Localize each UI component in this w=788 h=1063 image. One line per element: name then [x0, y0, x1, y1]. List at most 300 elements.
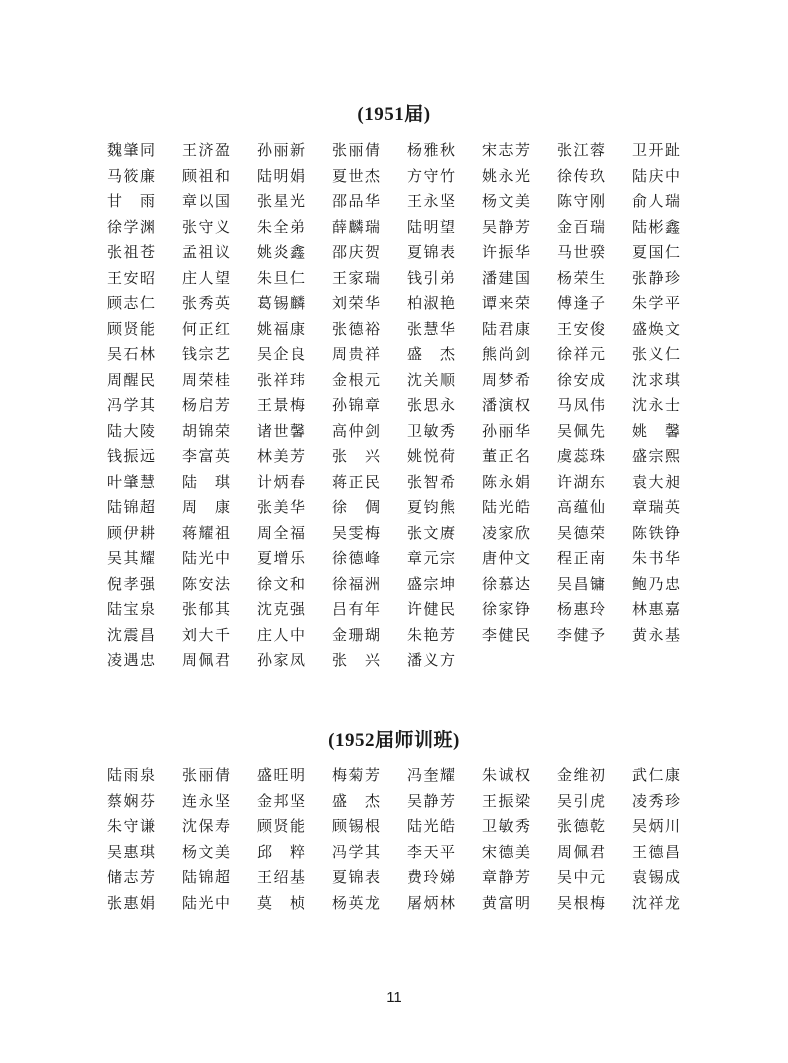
name-text: 杨荣生 — [557, 268, 605, 287]
name-entry — [482, 814, 557, 840]
name-text: 王德昌 — [632, 842, 680, 861]
name-entry — [482, 470, 557, 496]
name-text: 魏肇同 — [107, 141, 155, 159]
name-entry — [482, 865, 557, 891]
name-entry — [632, 623, 707, 649]
name-text: 陆光中 — [182, 549, 230, 567]
name-entry — [557, 546, 632, 572]
name-text: 李健民 — [482, 625, 530, 644]
name-entry — [332, 546, 407, 572]
name-entry — [557, 342, 632, 368]
name-entry — [482, 891, 557, 917]
name-text: 陆 琪 — [182, 472, 230, 491]
name-text: 杨雅秋 — [407, 141, 455, 159]
name-entry — [182, 215, 257, 241]
name-text: 高仲剑 — [332, 421, 380, 440]
name-text: 张秀英 — [182, 294, 230, 312]
name-entry — [482, 546, 557, 572]
name-text: 冯学其 — [332, 842, 380, 861]
name-text: 何正红 — [182, 319, 230, 338]
name-row — [107, 368, 707, 394]
name-entry — [107, 342, 182, 368]
name-entry — [557, 814, 632, 840]
name-text: 刘大千 — [182, 625, 230, 644]
name-text: 甘 雨 — [107, 192, 155, 210]
name-entry — [632, 789, 707, 815]
name-entry — [407, 546, 482, 572]
name-text: 张德裕 — [332, 319, 380, 338]
name-row — [107, 572, 707, 598]
name-text: 陆锦超 — [182, 868, 230, 886]
name-entry — [182, 470, 257, 496]
name-entry — [182, 393, 257, 419]
name-entry — [257, 623, 332, 649]
name-entry — [257, 648, 332, 674]
name-entry — [632, 419, 707, 445]
name-text: 朱诚权 — [482, 766, 530, 784]
name-text: 孙锦章 — [332, 396, 380, 414]
name-entry — [632, 368, 707, 394]
name-entry — [107, 597, 182, 623]
name-entry — [107, 215, 182, 241]
name-text: 陆光皓 — [407, 817, 455, 835]
name-entry — [107, 865, 182, 891]
name-entry — [407, 342, 482, 368]
name-entry — [182, 138, 257, 164]
name-text: 卫敏秀 — [407, 421, 455, 440]
name-text: 吴其耀 — [107, 549, 155, 567]
name-entry — [107, 240, 182, 266]
name-entry — [407, 419, 482, 445]
name-text: 吴惠琪 — [107, 842, 155, 861]
name-entry — [407, 215, 482, 241]
name-text: 鲍乃忠 — [632, 574, 680, 593]
name-entry — [557, 215, 632, 241]
name-text: 朱全弟 — [257, 217, 305, 236]
name-text: 徐家铮 — [482, 600, 530, 618]
name-text: 徐福洲 — [332, 574, 380, 593]
name-entry — [257, 215, 332, 241]
name-entry — [107, 368, 182, 394]
name-entry — [107, 317, 182, 343]
name-text: 陆宝泉 — [107, 600, 155, 618]
name-entry — [632, 814, 707, 840]
name-text: 黄永基 — [632, 625, 680, 644]
name-entry — [257, 763, 332, 789]
name-entry — [257, 368, 332, 394]
name-text: 连永坚 — [182, 791, 230, 810]
name-entry — [482, 763, 557, 789]
name-entry — [482, 215, 557, 241]
name-text: 潘演权 — [482, 396, 530, 414]
name-entry — [332, 164, 407, 190]
name-text: 庄人中 — [257, 625, 305, 644]
name-text: 盛旺明 — [257, 766, 305, 784]
name-text: 葛锡麟 — [257, 294, 305, 312]
name-entry — [332, 814, 407, 840]
name-entry — [482, 419, 557, 445]
name-entry — [407, 865, 482, 891]
name-entry — [557, 317, 632, 343]
name-entry — [632, 164, 707, 190]
name-text: 吴静芳 — [407, 791, 455, 810]
name-text: 沈克强 — [257, 600, 305, 618]
name-entry — [482, 444, 557, 470]
name-text: 徐传玖 — [557, 166, 605, 185]
name-entry — [407, 368, 482, 394]
name-row — [107, 189, 707, 215]
name-entry — [332, 763, 407, 789]
name-text: 陈铁铮 — [632, 523, 680, 542]
name-text: 姚悦荷 — [407, 447, 455, 465]
name-text: 周佩君 — [182, 651, 230, 669]
name-entry — [257, 419, 332, 445]
name-text: 周贵祥 — [332, 345, 380, 363]
name-entry — [257, 495, 332, 521]
name-text: 徐慕达 — [482, 574, 530, 593]
name-text: 陈永娟 — [482, 472, 530, 491]
name-entry — [332, 891, 407, 917]
name-entry — [557, 419, 632, 445]
name-text: 张星光 — [257, 192, 305, 210]
name-text: 王绍基 — [257, 868, 305, 886]
name-entry — [182, 317, 257, 343]
name-text: 蔡娴芬 — [107, 791, 155, 810]
name-text: 朱书华 — [632, 549, 680, 567]
name-entry — [407, 495, 482, 521]
name-text: 徐祥元 — [557, 345, 605, 363]
name-entry — [407, 891, 482, 917]
name-text: 吴佩先 — [557, 421, 605, 440]
name-text: 程正南 — [557, 549, 605, 567]
name-entry — [182, 291, 257, 317]
name-entry — [557, 840, 632, 866]
name-text: 陆君康 — [482, 319, 530, 338]
name-text: 王永坚 — [407, 192, 455, 210]
name-entry — [257, 240, 332, 266]
name-entry — [182, 444, 257, 470]
name-text: 方守竹 — [407, 166, 455, 185]
name-entry — [182, 814, 257, 840]
name-text: 张智希 — [407, 472, 455, 491]
name-text: 金珊瑚 — [332, 625, 380, 644]
name-entry — [557, 891, 632, 917]
name-text: 夏钧熊 — [407, 498, 455, 516]
name-entry — [257, 266, 332, 292]
name-entry — [632, 444, 707, 470]
name-row — [107, 266, 707, 292]
name-text: 唐仲文 — [482, 549, 530, 567]
name-entry — [257, 291, 332, 317]
name-entry — [332, 572, 407, 598]
name-text: 袁锡成 — [632, 868, 680, 886]
name-text: 吴引虎 — [557, 791, 605, 810]
name-row — [107, 470, 707, 496]
name-entry — [482, 138, 557, 164]
name-entry — [182, 164, 257, 190]
name-text: 杨文美 — [182, 842, 230, 861]
name-entry — [407, 597, 482, 623]
name-text: 李天平 — [407, 842, 455, 861]
name-entry — [257, 317, 332, 343]
name-entry — [107, 623, 182, 649]
name-entry — [257, 891, 332, 917]
name-entry — [332, 495, 407, 521]
name-entry — [257, 444, 332, 470]
name-row — [107, 865, 707, 891]
name-entry — [107, 138, 182, 164]
name-text: 周全福 — [257, 523, 305, 542]
name-text: 沈求琪 — [632, 370, 680, 389]
name-text: 冯奎耀 — [407, 766, 455, 784]
name-text: 陆大陵 — [107, 421, 155, 440]
name-entry — [107, 419, 182, 445]
name-entry — [332, 623, 407, 649]
name-text: 吕有年 — [332, 600, 380, 618]
name-text: 沈震昌 — [107, 625, 155, 644]
name-entry — [107, 763, 182, 789]
name-text: 陆庆中 — [632, 166, 680, 185]
name-entry — [257, 597, 332, 623]
name-text: 庄人望 — [182, 268, 230, 287]
name-text: 马凤伟 — [557, 396, 605, 414]
name-entry — [407, 789, 482, 815]
name-text: 凌家欣 — [482, 523, 530, 542]
name-text: 薛麟瑞 — [332, 217, 380, 236]
name-row — [107, 521, 707, 547]
name-entry — [407, 189, 482, 215]
name-text: 顾志仁 — [107, 294, 155, 312]
name-text: 金维初 — [557, 766, 605, 784]
name-entry — [632, 291, 707, 317]
name-text: 马世骙 — [557, 243, 605, 261]
name-entry — [332, 266, 407, 292]
name-entry — [107, 164, 182, 190]
name-text: 盛宗熙 — [632, 447, 680, 465]
name-entry — [332, 317, 407, 343]
name-entry — [407, 393, 482, 419]
name-text: 许健民 — [407, 600, 455, 618]
name-list-1952 — [107, 763, 707, 916]
name-text: 顾贤能 — [257, 817, 305, 835]
name-entry — [482, 495, 557, 521]
name-text: 夏锦表 — [332, 868, 380, 886]
name-text: 孙家凤 — [257, 651, 305, 669]
name-text: 徐文和 — [257, 574, 305, 593]
name-text: 王安昭 — [107, 268, 155, 287]
name-text: 吴德荣 — [557, 523, 605, 542]
name-text: 胡锦荣 — [182, 421, 230, 440]
name-text: 傅逢子 — [557, 294, 605, 312]
name-text: 盛 杰 — [407, 345, 455, 363]
name-entry — [257, 393, 332, 419]
name-entry — [257, 164, 332, 190]
name-text: 章以国 — [182, 192, 230, 210]
name-entry — [407, 763, 482, 789]
name-entry — [332, 521, 407, 547]
name-entry — [332, 470, 407, 496]
name-entry — [482, 164, 557, 190]
name-entry — [407, 648, 482, 674]
name-entry — [182, 789, 257, 815]
name-text: 林美芳 — [257, 447, 305, 465]
name-row — [107, 763, 707, 789]
name-text: 陆彬鑫 — [632, 217, 680, 236]
name-entry — [257, 572, 332, 598]
name-text: 杨英龙 — [332, 893, 380, 912]
name-entry — [557, 240, 632, 266]
name-entry — [632, 393, 707, 419]
name-text: 沈永士 — [632, 396, 680, 414]
name-entry — [482, 789, 557, 815]
name-entry — [407, 572, 482, 598]
name-entry — [257, 546, 332, 572]
name-entry — [482, 342, 557, 368]
name-entry — [482, 189, 557, 215]
name-entry — [632, 572, 707, 598]
name-row — [107, 891, 707, 917]
name-text: 夏锦表 — [407, 243, 455, 261]
name-text: 陆雨泉 — [107, 766, 155, 784]
name-entry — [557, 572, 632, 598]
name-entry — [557, 521, 632, 547]
name-entry — [332, 215, 407, 241]
name-entry — [632, 597, 707, 623]
name-text: 盛宗坤 — [407, 574, 455, 593]
name-entry — [632, 865, 707, 891]
name-text: 虞蕊珠 — [557, 447, 605, 465]
name-text: 蒋正民 — [332, 472, 380, 491]
name-text: 熊尚剑 — [482, 345, 530, 363]
name-text: 王景梅 — [257, 396, 305, 414]
name-text: 吴雯梅 — [332, 523, 380, 542]
name-entry — [557, 623, 632, 649]
name-row — [107, 393, 707, 419]
name-text: 张静珍 — [632, 268, 680, 287]
name-entry — [557, 763, 632, 789]
name-entry — [107, 291, 182, 317]
name-entry — [482, 623, 557, 649]
name-text: 朱艳芳 — [407, 625, 455, 644]
name-entry — [557, 470, 632, 496]
name-entry — [257, 521, 332, 547]
name-row — [107, 444, 707, 470]
name-entry — [332, 597, 407, 623]
name-text: 盛 杰 — [332, 791, 380, 810]
name-entry — [257, 789, 332, 815]
name-text: 吴石林 — [107, 345, 155, 363]
name-text: 武仁康 — [632, 766, 680, 784]
name-text: 周 康 — [182, 498, 230, 516]
name-text: 李富英 — [182, 447, 230, 465]
name-text: 陆明娟 — [257, 166, 305, 185]
name-text: 屠炳林 — [407, 893, 455, 912]
name-text: 钱宗艺 — [182, 345, 230, 363]
name-text: 朱学平 — [632, 294, 680, 312]
name-text: 邵庆贺 — [332, 243, 380, 261]
name-entry — [482, 521, 557, 547]
name-text: 凌遇忠 — [107, 651, 155, 669]
name-text: 周荣桂 — [182, 370, 230, 389]
name-entry — [407, 840, 482, 866]
name-text: 许湖东 — [557, 472, 605, 491]
name-row — [107, 342, 707, 368]
name-entry — [107, 648, 182, 674]
name-entry — [107, 521, 182, 547]
name-text: 金百瑞 — [557, 217, 605, 236]
name-text: 孙丽新 — [257, 141, 305, 159]
name-text: 孟祖议 — [182, 243, 230, 261]
name-text: 马筱廉 — [107, 166, 155, 185]
name-entry — [407, 317, 482, 343]
name-text: 柏淑艳 — [407, 294, 455, 312]
name-entry — [107, 572, 182, 598]
name-text: 章元宗 — [407, 549, 455, 567]
name-row — [107, 597, 707, 623]
name-row — [107, 840, 707, 866]
name-text: 张守义 — [182, 217, 230, 236]
name-text: 章瑞英 — [632, 498, 680, 516]
name-text: 凌秀珍 — [632, 791, 680, 810]
name-entry — [257, 840, 332, 866]
name-entry — [332, 393, 407, 419]
name-text: 徐安成 — [557, 370, 605, 389]
name-text: 张郁其 — [182, 600, 230, 618]
name-entry — [107, 891, 182, 917]
name-text: 姚 馨 — [632, 421, 680, 440]
name-text: 王济盈 — [182, 141, 230, 159]
name-entry — [182, 521, 257, 547]
name-row — [107, 814, 707, 840]
name-entry — [632, 840, 707, 866]
name-text: 俞人瑞 — [632, 192, 680, 210]
name-entry — [182, 189, 257, 215]
name-text: 周梦希 — [482, 370, 530, 389]
name-text: 张丽倩 — [182, 766, 230, 784]
name-entry — [107, 189, 182, 215]
name-entry — [557, 189, 632, 215]
name-entry — [557, 597, 632, 623]
name-entry — [182, 419, 257, 445]
name-text: 陆明望 — [407, 217, 455, 236]
name-text: 杨文美 — [482, 192, 530, 210]
name-text: 宋德美 — [482, 842, 530, 861]
name-text: 张 兴 — [332, 651, 380, 669]
name-entry — [107, 266, 182, 292]
name-entry — [557, 789, 632, 815]
name-entry — [407, 444, 482, 470]
name-entry — [632, 763, 707, 789]
name-list-1951 — [107, 138, 707, 674]
name-entry — [632, 138, 707, 164]
name-entry — [257, 138, 332, 164]
name-entry — [332, 291, 407, 317]
name-entry — [632, 470, 707, 496]
name-text: 邵品华 — [332, 192, 380, 210]
name-text: 潘义方 — [407, 651, 455, 669]
name-text: 费玲娣 — [407, 868, 455, 886]
name-entry — [557, 444, 632, 470]
name-row — [107, 215, 707, 241]
name-text: 卫敏秀 — [482, 817, 530, 835]
name-text: 沈祥龙 — [632, 893, 680, 912]
name-entry — [632, 189, 707, 215]
name-text: 顾贤能 — [107, 319, 155, 338]
name-text: 吴昌镛 — [557, 574, 605, 593]
name-text: 徐学渊 — [107, 217, 155, 236]
name-text: 吴中元 — [557, 868, 605, 886]
name-text: 袁大昶 — [632, 472, 680, 491]
